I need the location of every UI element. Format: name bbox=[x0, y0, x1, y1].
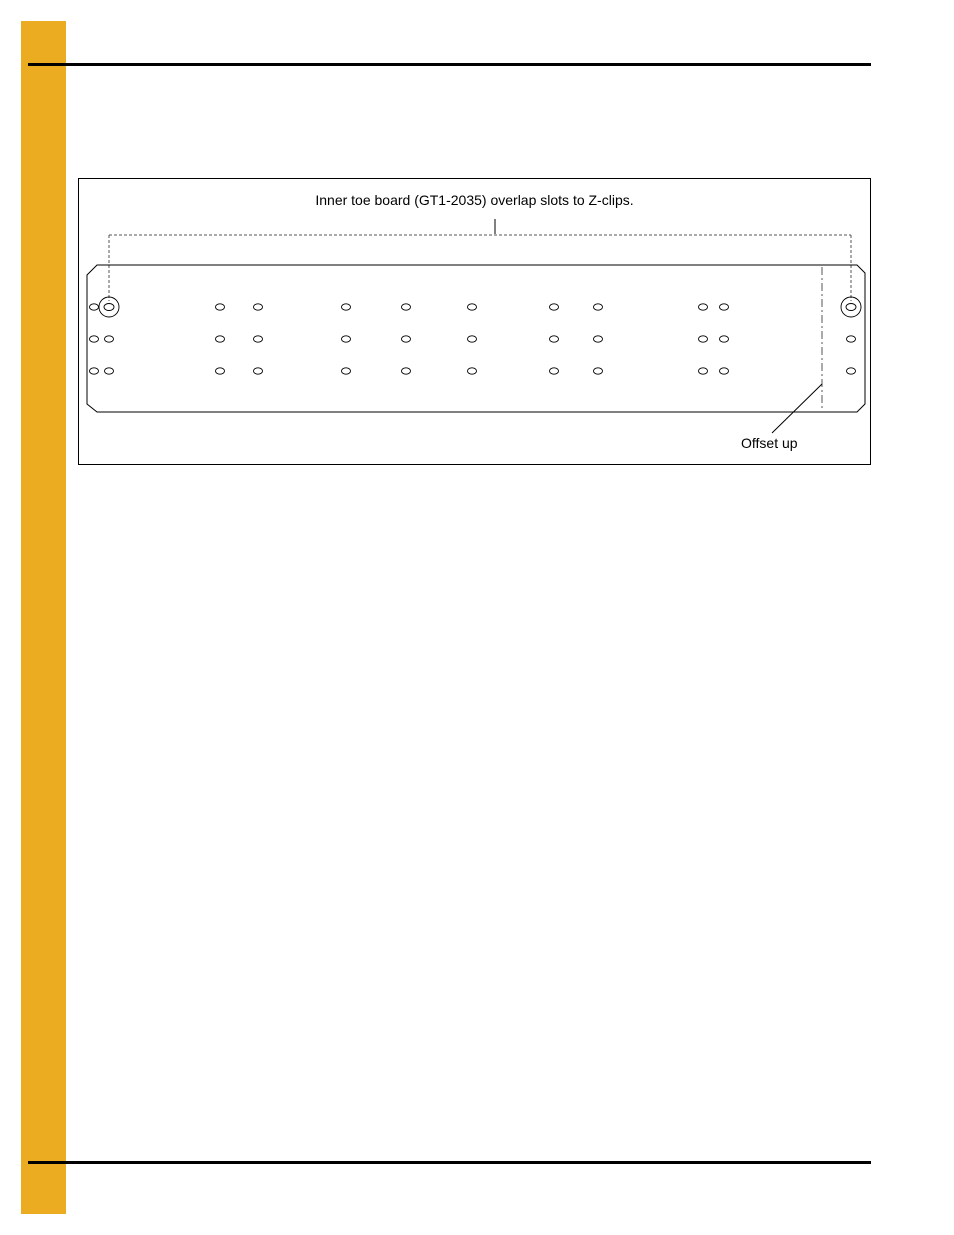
slot-hole bbox=[342, 304, 351, 310]
side-tab bbox=[21, 21, 66, 1214]
slot-hole bbox=[90, 304, 99, 310]
slot-hole bbox=[254, 368, 263, 374]
offset-leader-line bbox=[772, 384, 822, 433]
overlap-slots-callout: Inner toe board (GT1-2035) overlap slots to Z-clips. bbox=[315, 192, 634, 208]
end-slot-hole bbox=[104, 304, 114, 311]
slot-hole bbox=[720, 336, 729, 342]
end-slot-hole bbox=[846, 304, 856, 311]
slot-hole bbox=[402, 336, 411, 342]
slot-hole bbox=[254, 336, 263, 342]
offset-up-callout: Offset up bbox=[741, 435, 798, 451]
slot-hole bbox=[90, 336, 99, 342]
slot-hole bbox=[105, 368, 114, 374]
slot-hole bbox=[594, 336, 603, 342]
slot-hole bbox=[90, 368, 99, 374]
footer-rule bbox=[28, 1161, 871, 1164]
slot-hole bbox=[594, 304, 603, 310]
slot-hole bbox=[847, 368, 856, 374]
slot-hole bbox=[468, 336, 477, 342]
slot-hole bbox=[720, 304, 729, 310]
slot-hole bbox=[216, 336, 225, 342]
slot-hole bbox=[105, 336, 114, 342]
slot-hole bbox=[254, 304, 263, 310]
slot-hole bbox=[594, 368, 603, 374]
toe-board-outline bbox=[87, 265, 865, 412]
slot-hole bbox=[550, 368, 559, 374]
slot-hole bbox=[402, 368, 411, 374]
slot-hole bbox=[468, 368, 477, 374]
slot-hole bbox=[550, 304, 559, 310]
slot-hole bbox=[550, 336, 559, 342]
slot-hole bbox=[720, 368, 729, 374]
slot-hole bbox=[402, 304, 411, 310]
slot-hole bbox=[847, 336, 856, 342]
toe-board-figure bbox=[78, 178, 871, 465]
slot-hole bbox=[699, 368, 708, 374]
slot-hole bbox=[342, 336, 351, 342]
toe-board-diagram bbox=[79, 179, 870, 464]
slot-hole bbox=[216, 368, 225, 374]
header-rule bbox=[28, 63, 871, 66]
slot-hole bbox=[468, 304, 477, 310]
slot-hole bbox=[216, 304, 225, 310]
callout-bracket bbox=[109, 219, 851, 301]
slot-hole bbox=[342, 368, 351, 374]
slot-hole bbox=[699, 304, 708, 310]
slot-hole bbox=[699, 336, 708, 342]
